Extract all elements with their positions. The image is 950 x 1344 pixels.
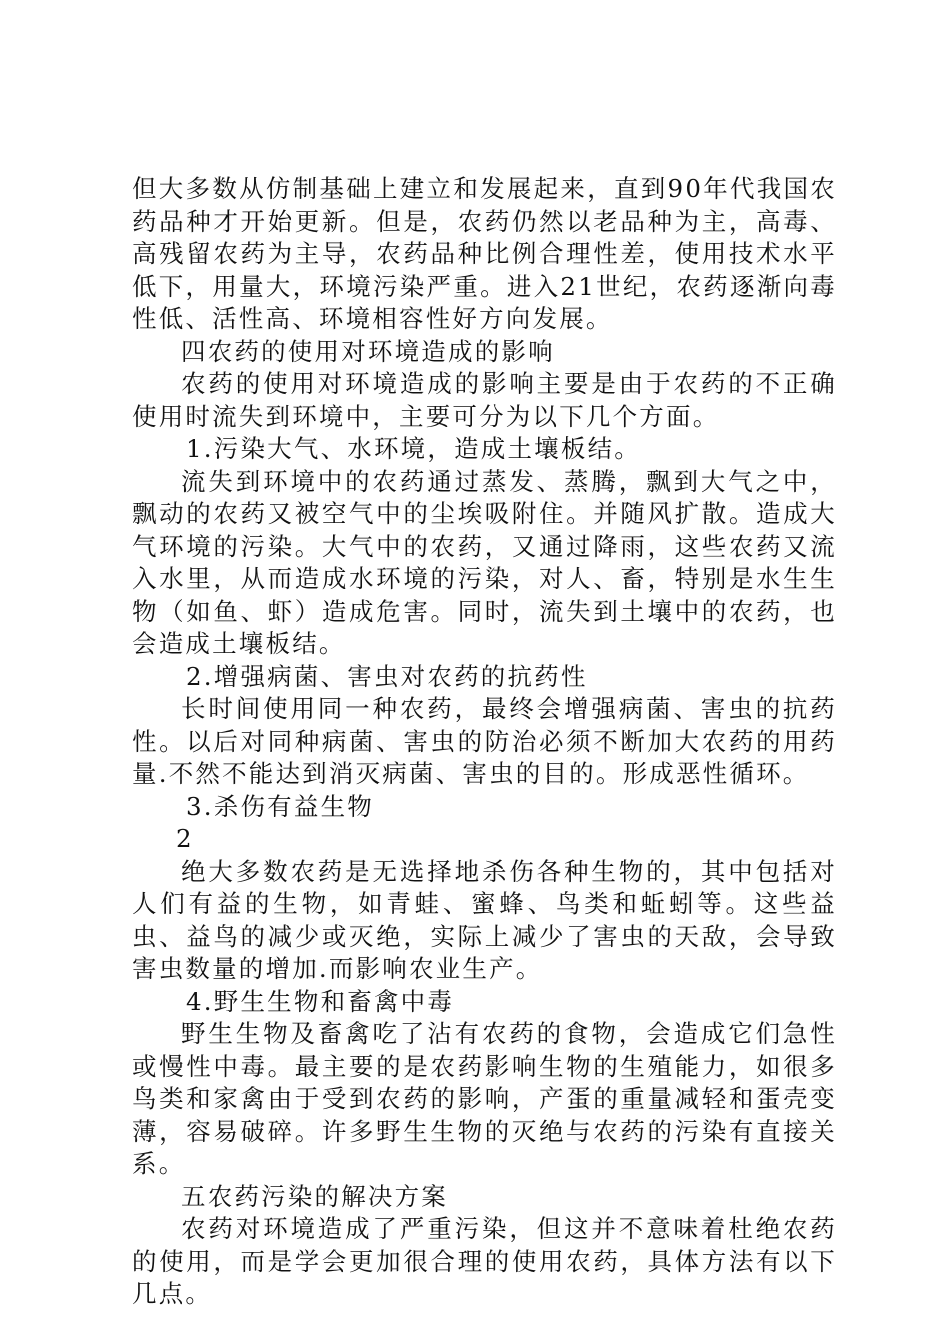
body-paragraph: 野生生物及畜禽吃了沾有农药的食物，会造成它们急性或慢性中毒。最主要的是农药影响生物的生殖能力，如很多鸟类和家禽由于受到农药的影响，产蛋的重量减轻和蛋壳变薄，容易破碎。许多野生生物的灭绝与农药的污染有直接关系。 xyxy=(132,1019,837,1178)
section-heading: 四农药的使用对环境造成的影响 xyxy=(181,336,555,366)
subsection-heading: 4.野生生物和畜禽中毒 xyxy=(186,986,455,1016)
document-body xyxy=(132,173,837,1311)
subsection-heading: 2.增强病菌、害虫对农药的抗药性 xyxy=(186,661,588,691)
body-paragraph: 农药的使用对环境造成的影响主要是由于农药的不正确使用时流失到环境中，主要可分为以下几个方面。 xyxy=(132,369,837,431)
subsection-heading: 3.杀伤有益生物 xyxy=(186,791,374,821)
section-heading: 五农药污染的解决方案 xyxy=(181,1181,448,1211)
body-paragraph: 但大多数从仿制基础上建立和发展起来，直到90年代我国农药品种才开始更新。但是，农药仍然以老品种为主，高毒、高残留农药为主导，农药品种比例合理性差，使用技术水平低下，用量大，环境污染严重。进入21世纪，农药逐渐向毒性低、活性高、环境相容性好方向发展。 xyxy=(132,174,837,333)
body-paragraph: 农药对环境造成了严重污染，但这并不意味着杜绝农药的使用，而是学会更加很合理的使用农药，具体方法有以下几点。 xyxy=(132,1214,837,1308)
body-paragraph: 长时间使用同一种农药，最终会增强病菌、害虫的抗药性。以后对同种病菌、害虫的防治必须不断加大农药的用药量.不然不能达到消灭病菌、害虫的目的。形成恶性循环。 xyxy=(132,694,837,788)
body-paragraph: 绝大多数农药是无选择地杀伤各种生物的，其中包括对人们有益的生物，如青蛙、蜜蜂、鸟类和蚯蚓等。这些益虫、益鸟的减少或灭绝，实际上减少了害虫的天敌，会导致害虫数量的增加.而影响农业生产。 xyxy=(132,856,837,983)
subsection-heading: 1.污染大气、水环境，造成土壤板结。 xyxy=(186,434,641,463)
page-number: 2 xyxy=(176,824,194,853)
body-paragraph: 流失到环境中的农药通过蒸发、蒸腾，飘到大气之中，飘动的农药又被空气中的尘埃吸附住。并随风扩散。造成大气环境的污染。大气中的农药，又通过降雨，这些农药又流入水里，从而造成水环境的污染，对人、畜，特别是水生生物（如鱼、虾）造成危害。同时，流失到土壤中的农药，也会造成土壤板结。 xyxy=(132,466,837,658)
